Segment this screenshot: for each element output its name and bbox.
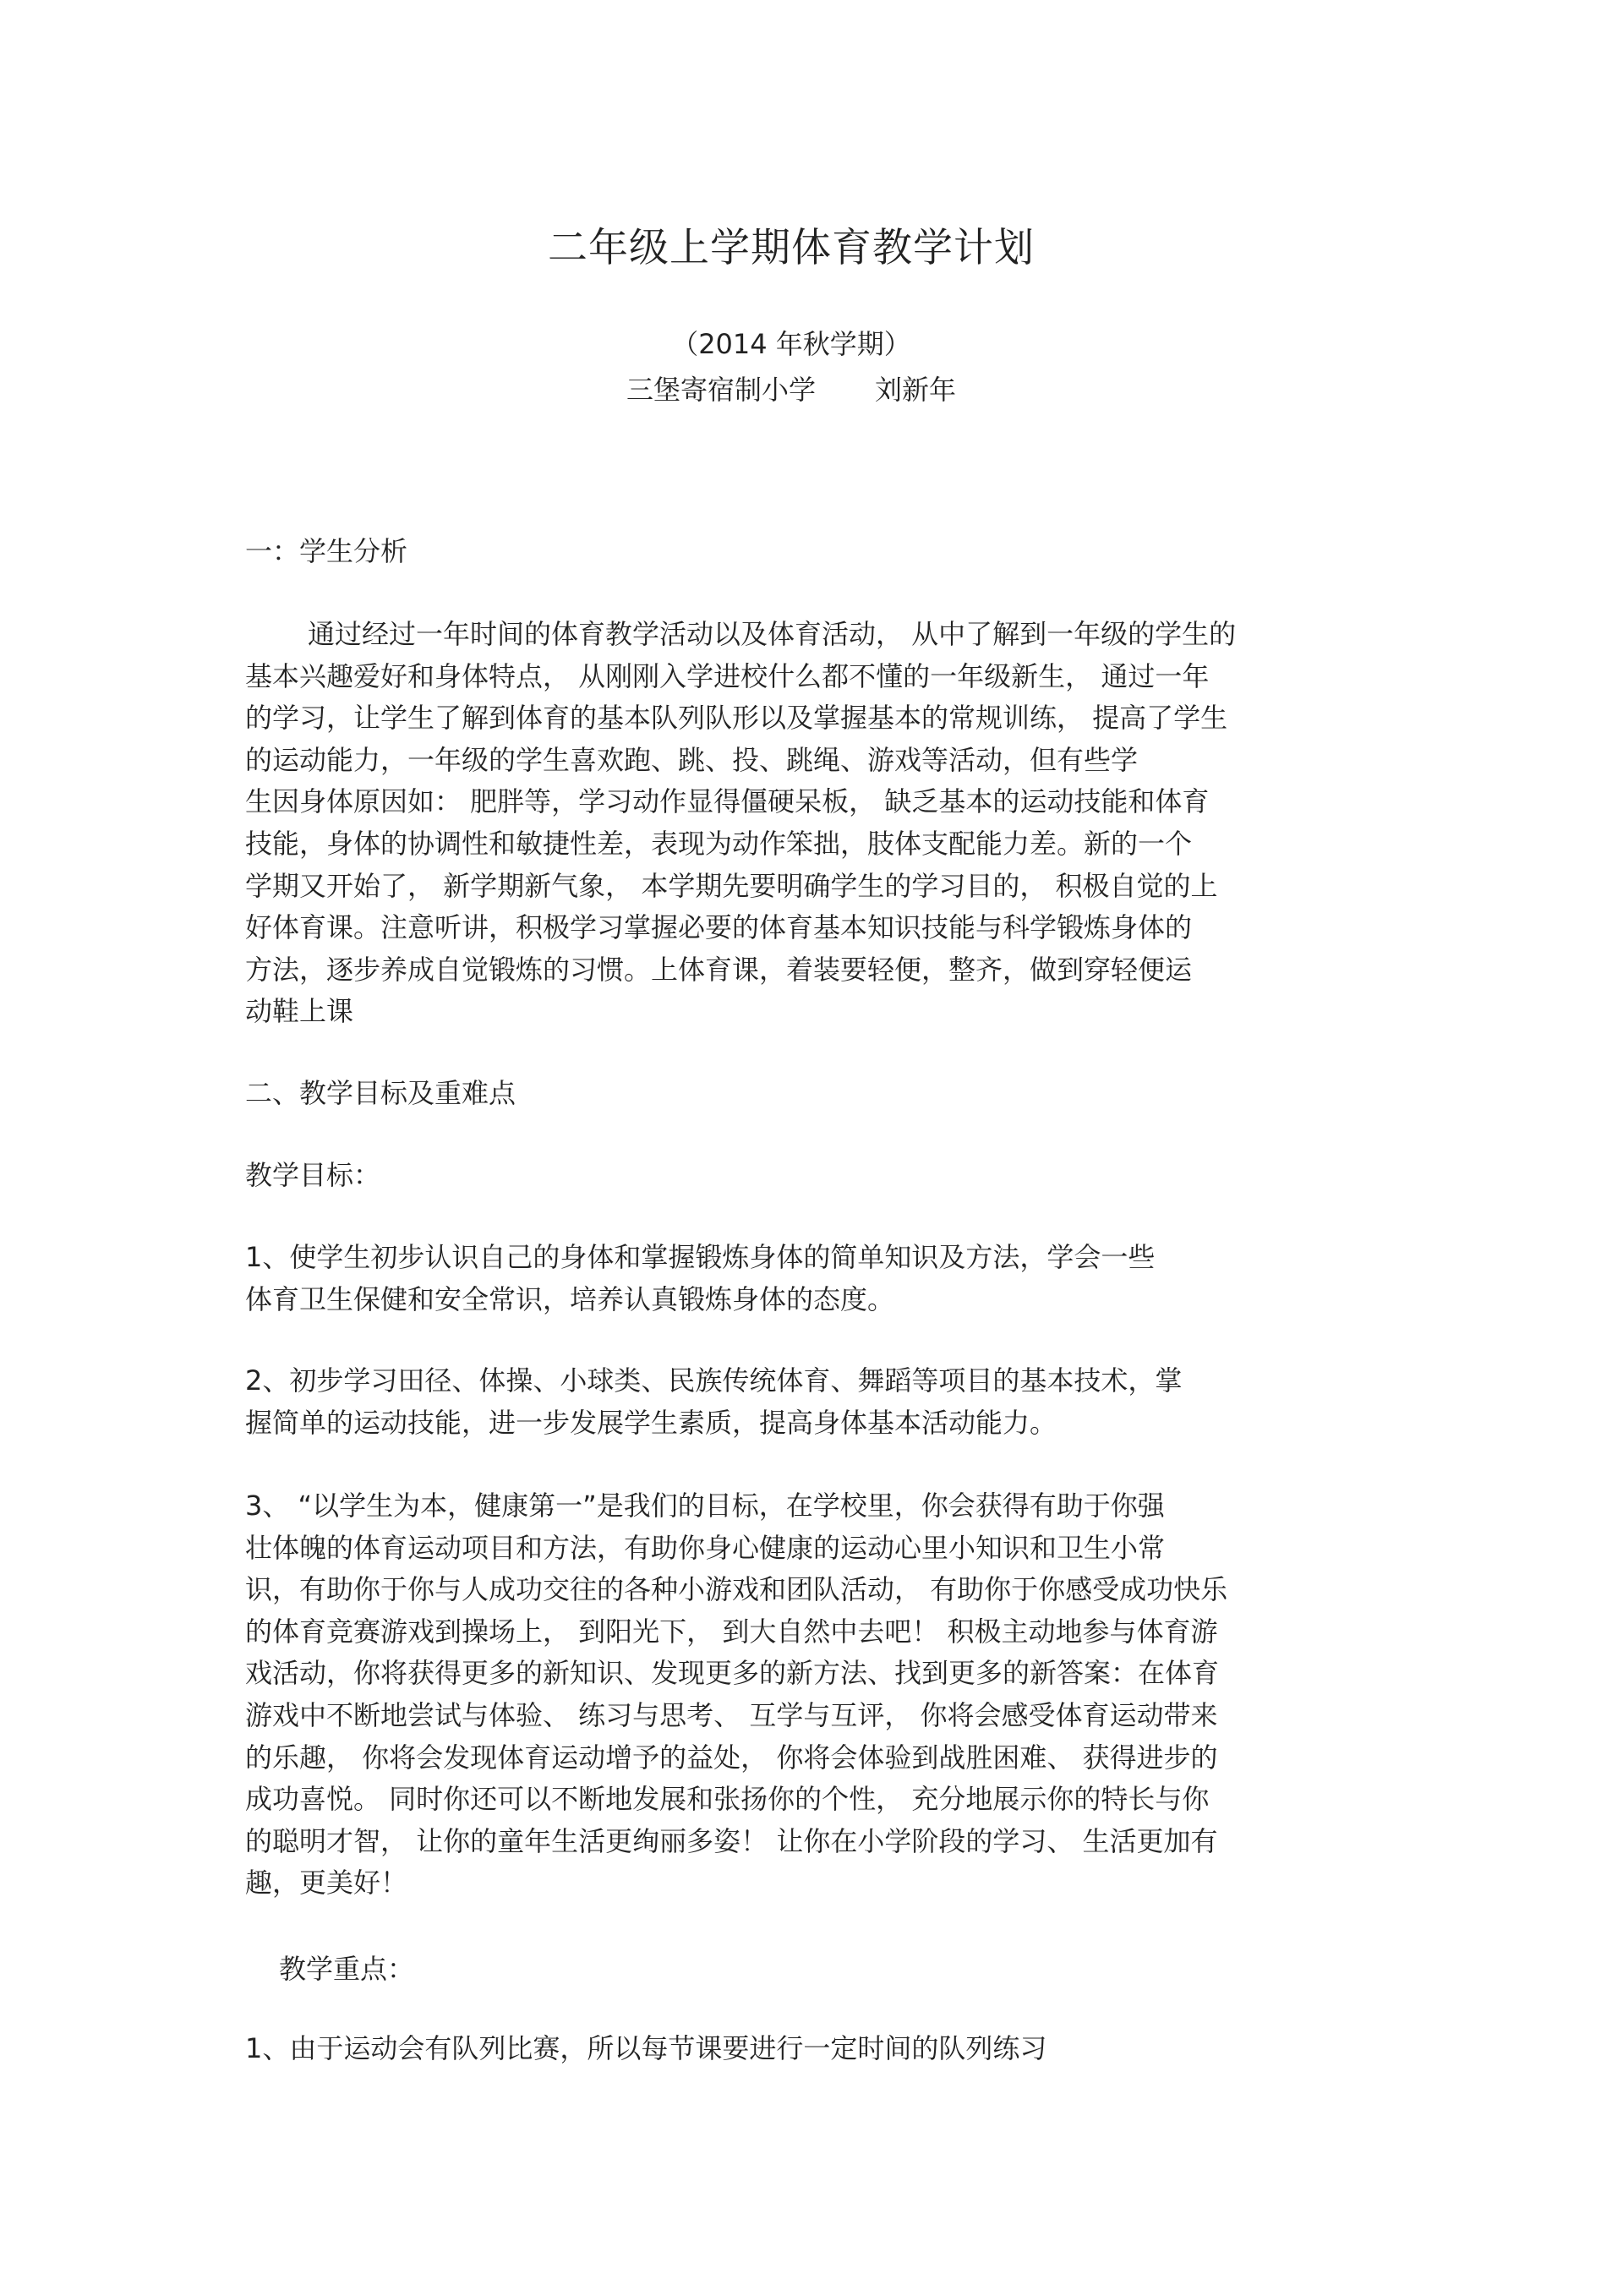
text-line: 的乐趣， 你将会发现体育运动增予的益处， 你将会体验到战胜困难、 获得进步的 xyxy=(245,1741,1218,1774)
text-line: 的体育竞赛游戏到操场上， 到阳光下， 到大自然中去吧！ 积极主动地参与体育游 xyxy=(245,1615,1218,1648)
school-name: 三堡寄宿制小学 xyxy=(626,374,816,406)
section1-heading: 一：学生分析 xyxy=(245,535,408,567)
text-line: 2、初步学习田径、体操、小球类、民族传统体育、舞蹈等项目的基本技术，掌 xyxy=(245,1364,1183,1397)
text-line: 动鞋上课 xyxy=(245,995,354,1028)
goal-3 xyxy=(245,1485,1227,1905)
text-line: 生因身体原因如： 肥胖等，学习动作显得僵硬呆板， 缺乏基本的运动技能和体育 xyxy=(245,785,1210,818)
text-line: 方法，逐步养成自觉锻炼的习惯。上体育课，着装要轻便，整齐，做到穿轻便运 xyxy=(245,953,1193,986)
text-line: 通过经过一年时间的体育教学活动以及体育活动， 从中了解到一年级的学生的 xyxy=(308,618,1237,650)
section1-paragraph xyxy=(245,614,1236,1033)
key-point-1: 1、由于运动会有队列比赛，所以每节课要进行一定时间的队列练习 xyxy=(245,2032,1047,2064)
text-line: 的运动能力，一年级的学生喜欢跑、跳、投、跳绳、游戏等活动，但有些学 xyxy=(245,743,1139,776)
document-title: 二年级上学期体育教学计划 xyxy=(548,225,1035,271)
goal-2 xyxy=(245,1360,1182,1444)
text-line: 游戏中不断地尝试与体验、 练习与思考、 互学与互评， 你将会感受体育运动带来 xyxy=(245,1698,1218,1731)
text-line: 戏活动，你将获得更多的新知识、发现更多的新方法、找到更多的新答案：在体育 xyxy=(245,1657,1220,1690)
text-line: 壮体魄的体育运动项目和方法，有助你身心健康的运动心里小知识和卫生小常 xyxy=(245,1531,1166,1564)
text-line: 识，有助你于你与人成功交往的各种小游戏和团队活动， 有助你于你感受成功快乐 xyxy=(245,1573,1228,1606)
term-subtitle: （2014 年秋学期） xyxy=(671,328,911,360)
goal-1 xyxy=(245,1237,1155,1320)
text-line: 的聪明才智， 让你的童年生活更绚丽多姿！ 让你在小学阶段的学习、 生活更加有 xyxy=(245,1824,1218,1857)
text-line: 1、使学生初步认识自己的身体和掌握锻炼身体的简单知识及方法，学会一些 xyxy=(245,1241,1156,1273)
goals-heading: 教学目标： xyxy=(245,1159,381,1191)
text-line: 好体育课。注意听讲，积极学习掌握必要的体育基本知识技能与科学锻炼身体的 xyxy=(245,911,1193,944)
author-line xyxy=(0,369,1582,407)
text-line: 学期又开始了， 新学期新气象， 本学期先要明确学生的学习目的， 积极自觉的上 xyxy=(245,869,1218,902)
text-line: 成功喜悦。 同时你还可以不断地发展和张扬你的个性， 充分地展示你的特长与你 xyxy=(245,1783,1210,1816)
text-line: 趣，更美好！ xyxy=(245,1867,408,1900)
text-line: 的学习，让学生了解到体育的基本队列队形以及掌握基本的常规训练， 提高了学生 xyxy=(245,702,1228,735)
text-line: 技能，身体的协调性和敏捷性差，表现为动作笨拙，肢体支配能力差。新的一个 xyxy=(245,827,1193,860)
text-line: 握简单的运动技能，进一步发展学生素质，提高身体基本活动能力。 xyxy=(245,1406,1057,1439)
key-points-heading: 教学重点： xyxy=(279,1953,415,1985)
text-line: 基本兴趣爱好和身体特点， 从刚刚入学进校什么都不懂的一年级新生， 通过一年 xyxy=(245,659,1210,692)
section2-heading: 二、教学目标及重难点 xyxy=(245,1077,516,1109)
author-name: 刘新年 xyxy=(875,374,957,406)
text-line: 体育卫生保健和安全常识，培养认真锻炼身体的态度。 xyxy=(245,1282,895,1315)
text-line: 3、 “以学生为本，健康第一”是我们的目标，在学校里，你会获得有助于你强 xyxy=(245,1490,1165,1522)
